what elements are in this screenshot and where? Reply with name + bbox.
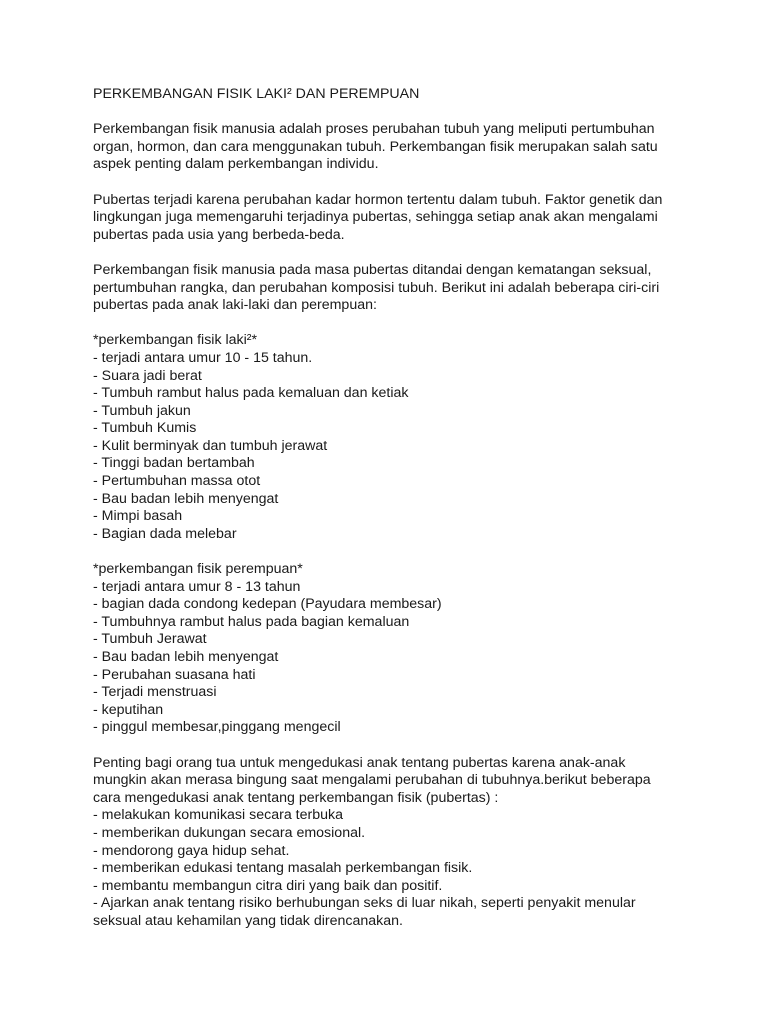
list-item: - pinggul membesar,pinggang mengecil [93, 719, 341, 736]
list-item: - Tumbuh jakun [93, 402, 191, 419]
paragraph-line: Perkembangan fisik manusia adalah proses perubahan tubuh yang meliputi pertumbuhan [93, 121, 655, 138]
paragraph-line: organ, hormon, dan cara menggunakan tubuh. Perkembangan fisik merupakan salah satu [93, 138, 658, 155]
paragraph-line: pubertas pada usia yang berbeda-beda. [93, 226, 345, 243]
list-item: - Tumbuh Kumis [93, 420, 197, 437]
list-item: - Perubahan suasana hati [93, 666, 256, 683]
paragraph-line: aspek penting dalam perkembangan individu. [93, 156, 379, 173]
intro-paragraph-2 [93, 192, 693, 245]
paragraph-line: pertumbuhan rangka, dan perubahan komposisi tubuh. Berikut ini adalah beberapa ciri-ciri [93, 279, 660, 296]
list-item: seksual atau kehamilan yang tidak direncanakan. [93, 912, 403, 929]
list-item: - Tumbuh Jerawat [93, 631, 207, 648]
list-item: - Tumbuh rambut halus pada kemaluan dan ketiak [93, 385, 409, 402]
list-item: - memberikan edukasi tentang masalah perkembangan fisik. [93, 860, 473, 877]
section-heading-female: *perkembangan fisik perempuan* [93, 561, 303, 578]
list-item: - Ajarkan anak tentang risiko berhubungan seks di luar nikah, seperti penyakit menular [93, 895, 636, 912]
list-item: - terjadi antara umur 8 - 13 tahun [93, 578, 301, 595]
male-development-section [93, 332, 693, 543]
paragraph-line: cara mengedukasi anak tentang perkembangan fisik (pubertas) : [93, 789, 499, 806]
paragraph-line: pubertas pada anak laki-laki dan perempuan: [93, 297, 377, 314]
paragraph-line: Penting bagi orang tua untuk mengedukasi anak tentang pubertas karena anak-anak [93, 754, 626, 771]
female-development-section [93, 561, 693, 737]
list-item: - Tinggi badan bertambah [93, 455, 255, 472]
list-item: - Bau badan lebih menyengat [93, 490, 279, 507]
list-item: - melakukan komunikasi secara terbuka [93, 807, 343, 824]
paragraph-line: lingkungan juga memengaruhi terjadinya pubertas, sehingga setiap anak akan mengalami [93, 209, 658, 226]
list-item: - Mimpi basah [93, 508, 183, 525]
list-item: - Tumbuhnya rambut halus pada bagian kemaluan [93, 613, 410, 630]
list-item: - Pertumbuhan massa otot [93, 473, 261, 490]
list-item: - mendorong gaya hidup sehat. [93, 842, 290, 859]
list-item: - Kulit berminyak dan tumbuh jerawat [93, 437, 328, 454]
intro-paragraph-3 [93, 262, 693, 315]
intro-paragraph-1 [93, 121, 693, 174]
list-item: - keputihan [93, 701, 164, 718]
list-item: - Bau badan lebih menyengat [93, 649, 279, 665]
section-heading-male: *perkembangan fisik laki²* [93, 332, 258, 349]
paragraph-line: Perkembangan fisik manusia pada masa pubertas ditandai dengan kematangan seksual, [93, 261, 652, 278]
paragraph-line: mungkin akan merasa bingung saat mengalami perubahan di tubuhnya.berikut beberapa [93, 772, 651, 789]
document-title: PERKEMBANGAN FISIK LAKI² DAN PEREMPUAN [93, 86, 420, 102]
paragraph-line: Pubertas terjadi karena perubahan kadar hormon tertentu dalam tubuh. Faktor genetik dan [93, 191, 663, 208]
list-item: - Terjadi menstruasi [93, 684, 217, 701]
list-item: - bagian dada condong kedepan (Payudara membesar) [93, 596, 442, 613]
list-item: - memberikan dukungan secara emosional. [93, 824, 366, 841]
list-item: - Suara jadi berat [93, 367, 202, 384]
parent-education-section [93, 755, 693, 931]
list-item: - membantu membangun citra diri yang baik dan positif. [93, 877, 443, 894]
list-item: - terjadi antara umur 10 - 15 tahun. [93, 349, 313, 366]
document-content [93, 86, 693, 948]
list-item: - Bagian dada melebar [93, 525, 237, 542]
